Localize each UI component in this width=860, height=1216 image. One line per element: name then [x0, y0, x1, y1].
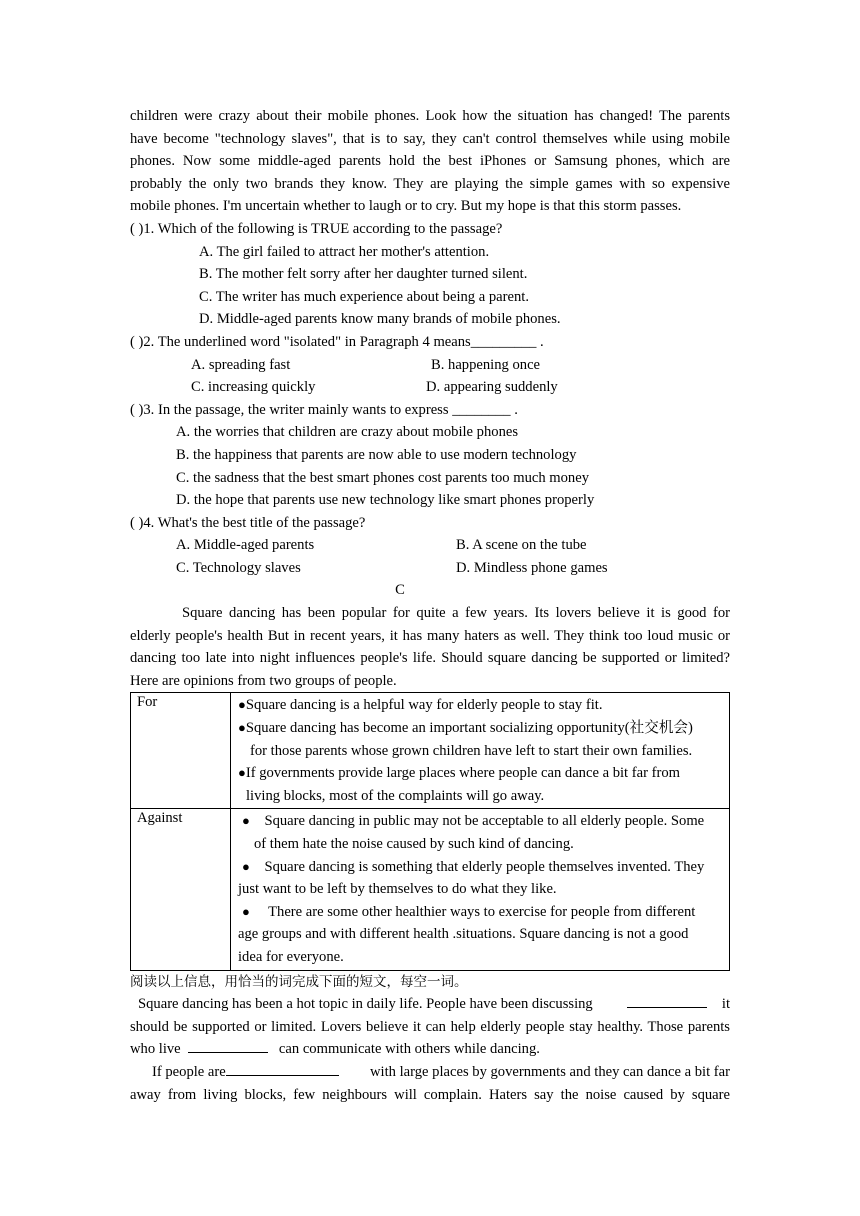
intro-line: Square dancing has been popular for quite a few years. Its lovers believe it is good for	[182, 605, 730, 622]
cloze-blank-row	[152, 1061, 339, 1084]
option-row	[130, 376, 730, 399]
passage-line: have become "technology slaves", that is to say, they can't control themselves while using mobile	[130, 130, 730, 147]
passage-line: children were crazy about their mobile phones. Look how the situation has changed! The parents	[130, 108, 730, 124]
cloze-text: Square dancing has been a hot topic in daily life. People have been discussing	[138, 996, 593, 1013]
passage-line: phones. Now some middle-aged parents hold the best iPhones or Samsung phones, which are	[130, 153, 730, 170]
list-item-cont: idea for everyone.	[238, 948, 344, 965]
item-text: Square dancing has become an important socializing opportunity(社交机会)	[245, 720, 693, 737]
option-c: C. Technology slaves	[176, 559, 301, 576]
worksheet-page	[130, 105, 730, 1106]
cloze-text: who live	[130, 1041, 181, 1058]
item-text: Square dancing is a helpful way for elderly people to stay fit.	[245, 697, 603, 714]
list-item	[238, 694, 722, 717]
question-2	[130, 331, 730, 399]
bullet-icon: ●	[238, 720, 246, 736]
bullet-icon: ●	[242, 903, 250, 919]
passage-line: probably the only two brands they know. They are playing the simple games with so expensive	[130, 175, 730, 192]
section-heading: C	[395, 582, 405, 599]
list-item	[238, 901, 722, 924]
intro-line: dancing too late into night influences people's life. Should square dancing be supported or limited?	[130, 650, 730, 667]
question-4	[130, 512, 730, 580]
list-item-cont: living blocks, most of the complaints will go away.	[246, 787, 545, 804]
option-row	[130, 534, 730, 557]
list-item	[238, 810, 722, 833]
cloze-line	[130, 1038, 730, 1061]
question-stem: ( )4. What's the best title of the passage?	[130, 514, 366, 531]
passage-b-ending	[130, 105, 730, 218]
item-text: Square dancing in public may not be acceptable to all elderly people. Some	[264, 813, 705, 830]
cloze-passage	[130, 993, 730, 1106]
list-item	[238, 762, 722, 785]
answer-blank-2[interactable]	[188, 1038, 268, 1053]
option-d: D. appearing suddenly	[426, 379, 558, 396]
section-c-intro	[130, 602, 730, 692]
table-row-against	[131, 809, 730, 970]
cloze-text: can communicate with others while dancing.	[278, 1041, 540, 1058]
against-label: Against	[131, 809, 231, 970]
bullet-icon: ●	[242, 813, 250, 829]
for-cell	[231, 693, 730, 809]
option-b: B. the happiness that parents are now able to use modern technology	[176, 446, 577, 463]
list-item	[238, 717, 722, 740]
option-row	[130, 354, 730, 377]
question-3	[130, 399, 730, 512]
option-c: C. the sadness that the best smart phones cost parents too much money	[176, 469, 590, 486]
table-row-for	[131, 693, 730, 809]
option-c: C. The writer has much experience about being a parent.	[199, 288, 529, 305]
cloze-text: If people are	[152, 1063, 226, 1080]
option-d: D. Middle-aged parents know many brands of mobile phones.	[199, 311, 561, 328]
option-d: D. Mindless phone games	[456, 559, 608, 576]
list-item-cont: just want to be left by themselves to do what they like.	[238, 881, 557, 898]
answer-blank-3[interactable]	[226, 1061, 339, 1076]
intro-line: Here are opinions from two groups of people.	[130, 672, 397, 689]
list-item	[238, 856, 722, 879]
opinions-table	[130, 692, 730, 970]
option-b: B. happening once	[431, 356, 541, 373]
bullet-icon: ●	[238, 697, 246, 713]
cloze-text: with large places by governments and they can dance a bit far	[370, 1063, 730, 1080]
for-label: For	[131, 693, 231, 809]
question-stem: ( )3. In the passage, the writer mainly wants to express ________ .	[130, 401, 518, 418]
option-d: D. the hope that parents use new technology like smart phones properly	[176, 492, 595, 509]
list-item-cont: for those parents whose grown children have left to start their own families.	[250, 742, 693, 759]
cloze-text: it	[721, 996, 730, 1013]
option-a: A. Middle-aged parents	[176, 537, 315, 554]
option-a: A. The girl failed to attract her mother's attention.	[199, 243, 490, 260]
question-stem: ( )2. The underlined word "isolated" in Paragraph 4 means_________ .	[130, 333, 544, 350]
cloze-line	[130, 1061, 730, 1084]
question-stem: ( )1. Which of the following is TRUE according to the passage?	[130, 220, 503, 237]
option-b: B. The mother felt sorry after her daughter turned silent.	[199, 266, 528, 283]
answer-blank-1[interactable]	[627, 993, 707, 1008]
item-text: If governments provide large places where people can dance a bit far from	[245, 765, 680, 782]
instruction: 阅读以上信息，用恰当的词完成下面的短文，每空一词。	[130, 973, 468, 990]
cloze-line	[130, 993, 730, 1016]
bullet-icon: ●	[242, 858, 250, 874]
item-text: Square dancing is something that elderly people themselves invented. They	[264, 858, 705, 875]
item-text: There are some other healthier ways to exercise for people from different	[268, 903, 696, 920]
option-row	[130, 557, 730, 580]
cloze-line: away from living blocks, few neighbours will complain. Haters say the noise caused by square	[130, 1086, 730, 1103]
list-item-cont: of them hate the noise caused by such kind of dancing.	[254, 836, 574, 852]
cloze-line: should be supported or limited. Lovers believe it can help elderly people stay healthy. Those parents	[130, 1018, 730, 1035]
cloze-blank-row	[627, 993, 730, 1016]
passage-line: mobile phones. I'm uncertain whether to laugh or to cry. But my hope is that this storm passes.	[130, 198, 682, 215]
list-item-cont: age groups and with different health .situations. Square dancing is not a good	[238, 926, 689, 943]
option-a: A. the worries that children are crazy about mobile phones	[176, 424, 519, 441]
option-b: B. A scene on the tube	[456, 537, 587, 554]
against-cell	[231, 809, 730, 970]
question-1	[130, 218, 730, 331]
option-c: C. increasing quickly	[191, 379, 316, 396]
option-a: A. spreading fast	[191, 356, 291, 373]
intro-line: elderly people's health But in recent years, it has many haters as well. They think too loud music or	[130, 627, 730, 644]
bullet-icon: ●	[238, 765, 246, 781]
